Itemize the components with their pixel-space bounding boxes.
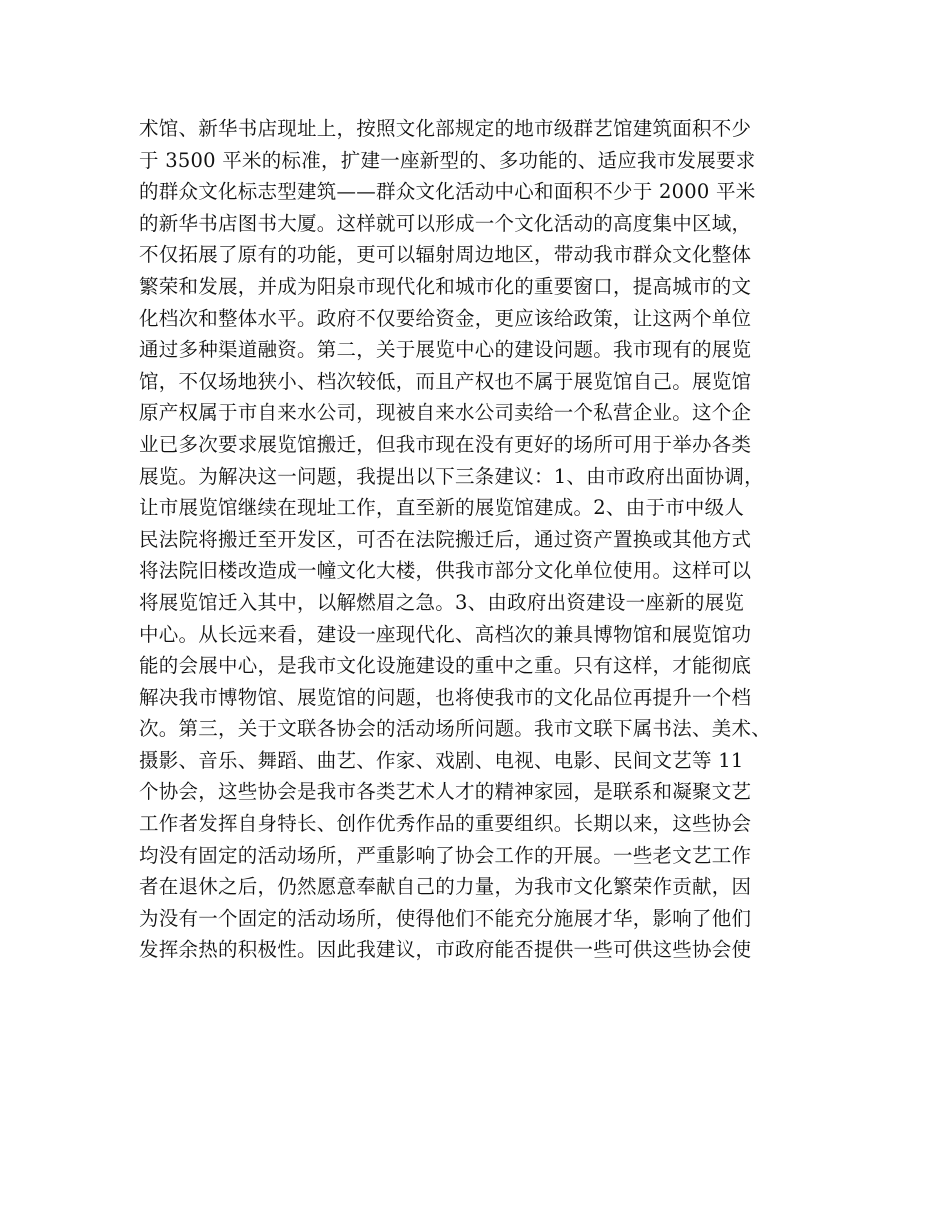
text-line: 于 3500 平米的标准，扩建一座新型的、多功能的、适应我市发展要求: [139, 148, 756, 172]
text-line: 工作者发挥自身特长、创作优秀作品的重要组织。长期以来，这些协会: [139, 812, 752, 836]
text-line: 让市展览馆继续在现址工作，直至新的展览馆建成。2、由于市中级人: [139, 496, 745, 520]
text-line: 次。第三，关于文联各协会的活动场所问题。我市文联下属书法、美术、: [139, 717, 772, 741]
text-line: 解决我市博物馆、展览馆的问题，也将使我市的文化品位再提升一个档: [139, 685, 752, 709]
text-line: 个协会，这些协会是我市各类艺术人才的精神家园，是联系和凝聚文艺: [139, 780, 752, 804]
text-line: 民法院将搬迁至开发区，可否在法院搬迁后，通过资产置换或其他方式: [139, 527, 752, 551]
text-line: 均没有固定的活动场所，严重影响了协会工作的开展。一些老文艺工作: [139, 843, 752, 867]
text-line: 通过多种渠道融资。第二，关于展览中心的建设问题。我市现有的展览: [139, 338, 752, 362]
text-line: 原产权属于市自来水公司，现被自来水公司卖给一个私营企业。这个企: [139, 401, 752, 425]
text-line: 将展览馆迁入其中，以解燃眉之急。3、由政府出资建设一座新的展览: [139, 590, 745, 614]
text-line: 者在退休之后，仍然愿意奉献自己的力量，为我市文化繁荣作贡献，因: [139, 875, 752, 899]
text-line: 馆，不仅场地狭小、档次较低，而且产权也不属于展览馆自己。展览馆: [139, 369, 752, 393]
text-line: 术馆、新华书店现址上，按照文化部规定的地市级群艺馆建筑面积不少: [139, 117, 752, 140]
text-line: 为没有一个固定的活动场所，使得他们不能充分施展才华，影响了他们: [139, 906, 752, 930]
text-line: 中心。从长远来看，建设一座现代化、高档次的兼具博物馆和展览馆功: [139, 622, 752, 646]
text-line: 繁荣和发展，并成为阳泉市现代化和城市化的重要窗口，提高城市的文: [139, 274, 752, 298]
text-line: 不仅拓展了原有的功能，更可以辐射周边地区，带动我市群众文化整体: [139, 243, 752, 267]
text-line: 将法院旧楼改造成一幢文化大楼，供我市部分文化单位使用。这样可以: [139, 559, 752, 583]
body-text: [139, 113, 829, 966]
text-line: 展览。为解决这一问题，我提出以下三条建议：1、由市政府出面协调，: [139, 464, 764, 488]
text-line: 的群众文化标志型建筑——群众文化活动中心和面积不少于 2000 平米: [139, 180, 756, 204]
text-line: 发挥余热的积极性。因此我建议，市政府能否提供一些可供这些协会使: [139, 938, 752, 962]
text-line: 化档次和整体水平。政府不仅要给资金，更应该给政策，让这两个单位: [139, 306, 752, 330]
text-line: 业已多次要求展览馆搬迁，但我市现在没有更好的场所可用于举办各类: [139, 432, 752, 456]
text-line: 能的会展中心，是我市文化设施建设的重中之重。只有这样，才能彻底: [139, 654, 752, 678]
text-line: 的新华书店图书大厦。这样就可以形成一个文化活动的高度集中区域，: [139, 211, 752, 235]
text-line: 摄影、音乐、舞蹈、曲艺、作家、戏剧、电视、电影、民间文艺等 11: [139, 748, 744, 772]
